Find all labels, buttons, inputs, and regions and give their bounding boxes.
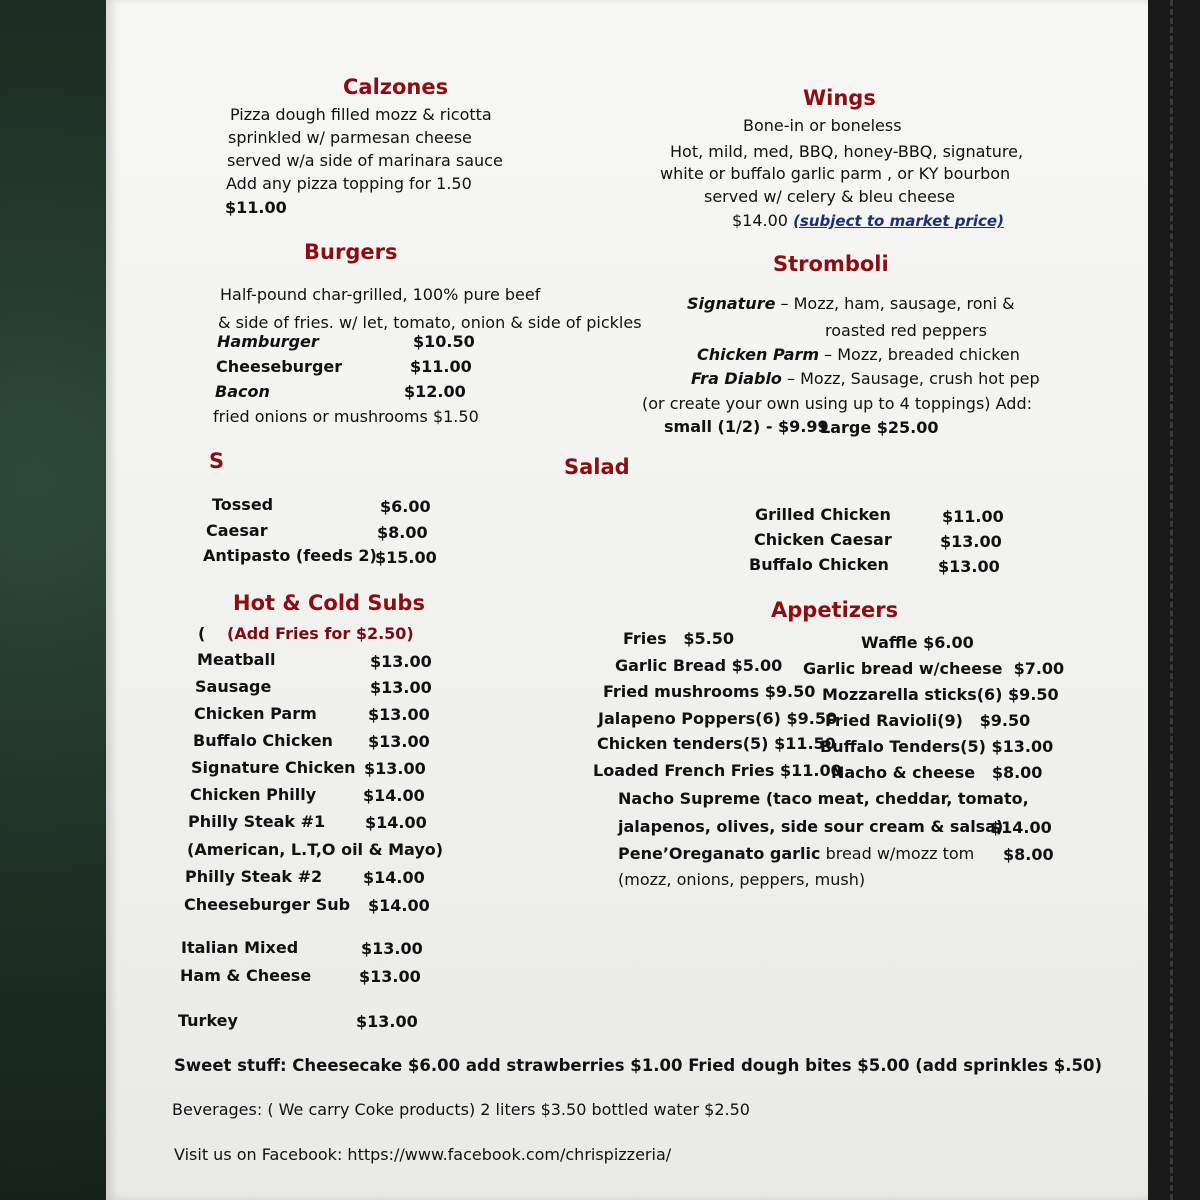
appetizer-item: Fried mushrooms $9.50 [603,682,816,701]
wings-line: white or buffalo garlic parm , or KY bourbon [660,164,1011,183]
stromboli-item [687,294,1015,314]
appetizer-item: Nacho & cheese $8.00 [831,763,1043,782]
salad-price: $13.00 [938,557,1000,576]
appetizer-item: Waffle $6.00 [861,633,974,652]
sub-name: Chicken Philly [190,785,317,804]
subs-paren: ( [198,624,206,643]
binder-stitching [1170,0,1173,1200]
market-price-note: (subject to market price) [793,212,1004,230]
burgers-extra: fried onions or mushrooms $1.50 [213,407,479,426]
appetizer-item: Chicken tenders(5) $11.50 [597,734,836,753]
wings-title: Wings [803,86,876,110]
burger-price: $10.50 [413,332,475,351]
appetizer-item: Loaded French Fries $11.00 [593,761,842,780]
sub-name: Signature Chicken [191,758,356,777]
nacho-supreme-line: jalapenos, olives, side sour cream & salsa) [618,817,1004,836]
pene-oreganato-price: $8.00 [1003,845,1054,864]
menu-page [106,0,1148,1200]
sub-price: $14.00 [365,813,427,832]
wings-line: Bone-in or boneless [743,116,902,135]
sub-name: Philly Steak #1 [188,812,326,831]
facebook-link[interactable]: https://www.facebook.com/chrispizzeria/ [347,1145,672,1164]
sub-name: Philly Steak #2 [185,867,323,886]
sub-price: $14.00 [368,896,430,915]
appetizer-item: Mozzarella sticks(6) $9.50 [822,685,1059,704]
calzones-line: served w/a side of marinara sauce [227,151,503,170]
pene-oreganato-desc-line: (mozz, onions, peppers, mush) [618,870,866,889]
sub-price: $13.00 [364,759,426,778]
calzones-line: Pizza dough filled mozz & ricotta [230,105,492,124]
sub-price: $13.00 [370,652,432,671]
appetizer-item: Garlic Bread $5.00 [615,656,783,675]
facebook-line [174,1145,671,1165]
wings-price: $14.00 [732,211,788,230]
wings-line: served w/ celery & bleu cheese [704,187,955,206]
calzones-line: sprinkled w/ parmesan cheese [228,128,472,147]
burger-name: Cheeseburger [216,357,343,376]
stromboli-name: Signature [687,294,776,313]
salad-price: $8.00 [377,523,428,542]
sub-price: $13.00 [359,967,421,986]
calzones-title: Calzones [343,75,449,99]
sub-price: $13.00 [356,1012,418,1031]
sub-name: Sausage [195,677,272,696]
stromboli-desc: – Mozz, Sausage, crush hot pep [781,369,1040,388]
salad-title: Salad [564,455,630,479]
appetizer-item: Jalapeno Poppers(6) $9.50 [598,709,838,728]
stromboli-create: (or create your own using up to 4 toppings) Add: [642,394,1032,413]
subs-title: Hot & Cold Subs [233,591,425,615]
burgers-line: & side of fries. w/ let, tomato, onion & side of pickles [218,313,642,332]
salad-price: $13.00 [940,532,1002,551]
salad-price: $6.00 [380,497,431,516]
burgers-line: Half-pound char-grilled, 100% pure beef [220,285,541,304]
stromboli-desc: – Mozz, breaded chicken [819,345,1020,364]
wings-price-line [732,211,1004,231]
burger-price: $11.00 [410,357,472,376]
sweet-stuff: Sweet stuff: Cheesecake $6.00 add strawberries $1.00 Fried dough bites $5.00 (add sprinkles $.50) [174,1056,1103,1075]
stromboli-cont: roasted red peppers [825,321,987,340]
beverages: Beverages: ( We carry Coke products) 2 liters $3.50 bottled water $2.50 [172,1100,750,1119]
stromboli-desc: – Mozz, ham, sausage, roni & [775,294,1015,313]
sub-price: $13.00 [368,705,430,724]
salad-name: Caesar [206,521,268,540]
stromboli-title: Stromboli [773,252,889,276]
nacho-supreme-line: Nacho Supreme (taco meat, cheddar, tomato, [618,789,1029,808]
facebook-label: Visit us on Facebook: [174,1145,348,1164]
wings-line: Hot, mild, med, BBQ, honey-BBQ, signature, [670,142,1024,161]
salad-name: Antipasto (feeds 2) [203,546,377,565]
sub-name: Ham & Cheese [180,966,312,985]
sub-note: (American, L.T,O oil & Mayo) [187,840,444,859]
subs-fries-note: (Add Fries for $2.50) [227,624,414,643]
stromboli-name: Fra Diablo [691,369,782,388]
stromboli-name: Chicken Parm [697,345,820,364]
pene-oreganato-line [618,844,974,864]
sub-name: Buffalo Chicken [193,731,333,750]
sub-price: $13.00 [361,939,423,958]
sub-name: Cheeseburger Sub [184,895,351,914]
stromboli-item [697,345,1020,365]
burger-name: Hamburger [217,332,319,351]
appetizer-item: Fried Ravioli(9) $9.50 [825,711,1031,730]
stromboli-large: Large $25.00 [820,418,939,437]
appetizer-item: Fries $5.50 [623,629,734,648]
salad-name: Chicken Caesar [754,530,892,549]
salad-name: Buffalo Chicken [749,555,889,574]
sub-price: $13.00 [370,678,432,697]
appetizer-item: Garlic bread w/cheese $7.00 [803,659,1065,678]
salad-name: Grilled Chicken [755,505,891,524]
pene-oreganato-name: Pene’Oreganato garlic [618,844,821,863]
salad-price: $11.00 [942,507,1004,526]
nacho-supreme-price: $14.00 [990,818,1052,837]
salad-title-fragment: S [209,449,225,473]
stromboli-small: small (1/2) - $9.99 [664,417,829,436]
sub-name: Meatball [197,650,276,669]
calzones-price: $11.00 [225,198,287,217]
appetizer-item: Buffalo Tenders(5) $13.00 [820,737,1054,756]
burger-price: $12.00 [404,382,466,401]
appetizers-title: Appetizers [771,598,899,622]
salad-price: $15.00 [375,548,437,567]
sub-name: Turkey [178,1011,238,1030]
sub-price: $14.00 [363,786,425,805]
stromboli-item [691,369,1040,389]
sub-name: Chicken Parm [194,704,317,723]
burgers-title: Burgers [304,240,398,264]
calzones-line: Add any pizza topping for 1.50 [226,174,472,193]
burger-name: Bacon [215,382,270,401]
salad-name: Tossed [212,495,274,514]
pene-oreganato-desc: bread w/mozz tom [820,844,975,863]
sub-price: $14.00 [363,868,425,887]
sub-price: $13.00 [368,732,430,751]
sub-name: Italian Mixed [181,938,299,957]
left-binder-background [0,0,110,1200]
